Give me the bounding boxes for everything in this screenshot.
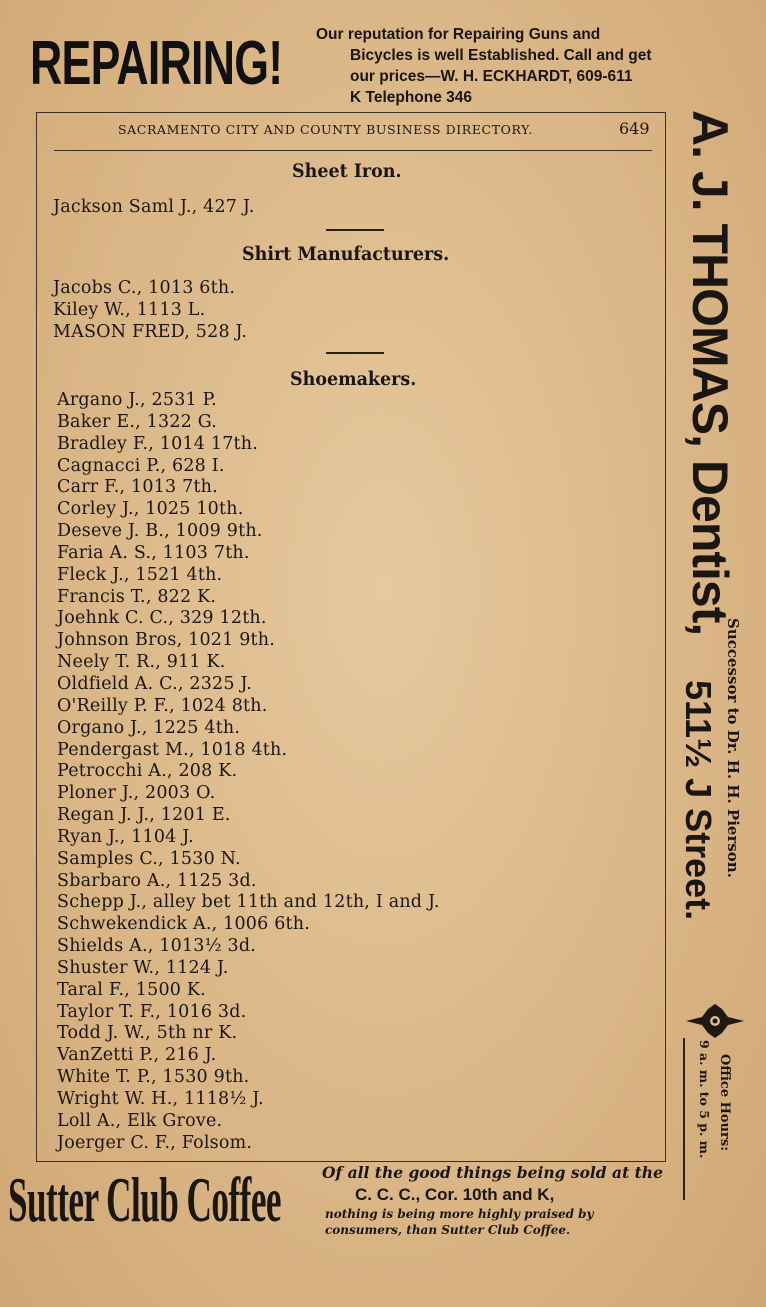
list-item: Baker E., 1322 G. (57, 411, 218, 432)
list-item: Fleck J., 1521 4th. (57, 564, 223, 585)
list-item: VanZetti P., 216 J. (57, 1045, 217, 1066)
list-item: Taylor T. F., 1016 3d. (57, 1001, 247, 1022)
office-hours-rule (683, 1038, 685, 1200)
list-item: White T. P., 1530 9th. (57, 1067, 250, 1088)
running-head: SACRAMENTO CITY AND COUNTY BUSINESS DIRECTORY. (118, 122, 533, 137)
shirt-manufacturers-list (53, 278, 247, 344)
section-title-shirt-manufacturers: Shirt Manufacturers. (242, 243, 450, 265)
list-item: Taral F., 1500 K. (57, 979, 206, 1000)
coffee-ad-line: C. C. C., Cor. 10th and K, (355, 1185, 555, 1204)
list-item: Ploner J., 2003 O. (57, 783, 216, 804)
list-item: Petrocchi A., 208 K. (57, 761, 238, 782)
repairing-headline: REPAIRING! (30, 29, 283, 98)
section-title-shoemakers: Shoemakers. (290, 368, 417, 390)
list-item: Cagnacci P., 628 I. (57, 455, 225, 476)
coffee-brand: Sutter Club Coffee (8, 1164, 281, 1235)
section-title-sheet-iron: Sheet Iron. (292, 160, 402, 182)
list-item: Carr F., 1013 7th. (57, 477, 218, 498)
list-item: Pendergast M., 1018 4th. (57, 739, 288, 760)
shoemakers-list (57, 390, 440, 1155)
sheet-iron-list (53, 197, 255, 219)
list-item: Jacobs C., 1013 6th. (53, 278, 236, 298)
list-item: Corley J., 1025 10th. (57, 499, 244, 520)
dentist-address: 511½ J Street. (678, 680, 719, 921)
list-item: Argano J., 2531 P. (57, 390, 217, 410)
office-hours-value: 9 a. m. to 5 p. m. (697, 1040, 712, 1159)
dentist-successor: Successor to Dr. H. H. Pierson. (724, 618, 742, 878)
repairing-ad-line: our prices—W. H. ECKHARDT, 609-611 (350, 68, 633, 85)
list-item: Jackson Saml J., 427 J. (53, 197, 255, 217)
repairing-ad-line: Bicycles is well Established. Call and get (350, 47, 652, 64)
list-item: Kiley W., 1113 L. (53, 299, 206, 320)
coffee-ad-line: Of all the good things being sold at the (322, 1163, 663, 1182)
ornament-icon (684, 1004, 746, 1038)
list-item: Shuster W., 1124 J. (57, 957, 229, 978)
repairing-ad-text (316, 24, 756, 108)
list-item: Organo J., 1225 4th. (57, 717, 241, 738)
list-item: Oldfield A. C., 2325 J. (57, 673, 253, 694)
list-item: Deseve J. B., 1009 9th. (57, 521, 263, 542)
list-item: Ryan J., 1104 J. (57, 826, 194, 847)
list-item: Loll A., Elk Grove. (57, 1110, 223, 1131)
section-divider (326, 352, 384, 354)
list-item: Faria A. S., 1103 7th. (57, 542, 250, 563)
list-item: Schepp J., alley bet 11th and 12th, I and J. (57, 892, 440, 913)
list-item: Joerger C. F., Folsom. (57, 1132, 253, 1153)
section-divider (326, 229, 384, 231)
list-item: Francis T., 822 K. (57, 586, 217, 607)
list-item: Wright W. H., 1118½ J. (57, 1089, 264, 1109)
repairing-ad-line: Our reputation for Repairing Guns and (316, 26, 601, 43)
list-item: Bradley F., 1014 17th. (57, 433, 259, 454)
dentist-name: A. J. THOMAS, Dentist, (682, 110, 738, 636)
office-hours-label: Office Hours: (717, 1054, 732, 1152)
list-item: Johnson Bros, 1021 9th. (57, 630, 276, 651)
list-item: Neely T. R., 911 K. (57, 652, 226, 673)
list-item: Shields A., 1013½ 3d. (57, 936, 257, 957)
list-item: Sbarbaro A., 1125 3d. (57, 870, 257, 891)
list-item: Regan J. J., 1201 E. (57, 805, 231, 826)
page-number: 649 (619, 119, 650, 138)
repairing-ad-line: K Telephone 346 (350, 89, 473, 106)
header-rule (54, 150, 652, 151)
list-item: MASON FRED, 528 J. (53, 321, 248, 342)
list-item: Samples C., 1530 N. (57, 848, 241, 869)
list-item: Todd J. W., 5th nr K. (57, 1023, 238, 1044)
coffee-ad-line: nothing is being more highly praised by (325, 1207, 594, 1221)
list-item: O'Reilly P. F., 1024 8th. (57, 695, 268, 716)
list-item: Joehnk C. C., 329 12th. (57, 608, 267, 629)
coffee-ad-line: consumers, than Sutter Club Coffee. (325, 1223, 571, 1237)
list-item: Schwekendick A., 1006 6th. (57, 914, 311, 935)
